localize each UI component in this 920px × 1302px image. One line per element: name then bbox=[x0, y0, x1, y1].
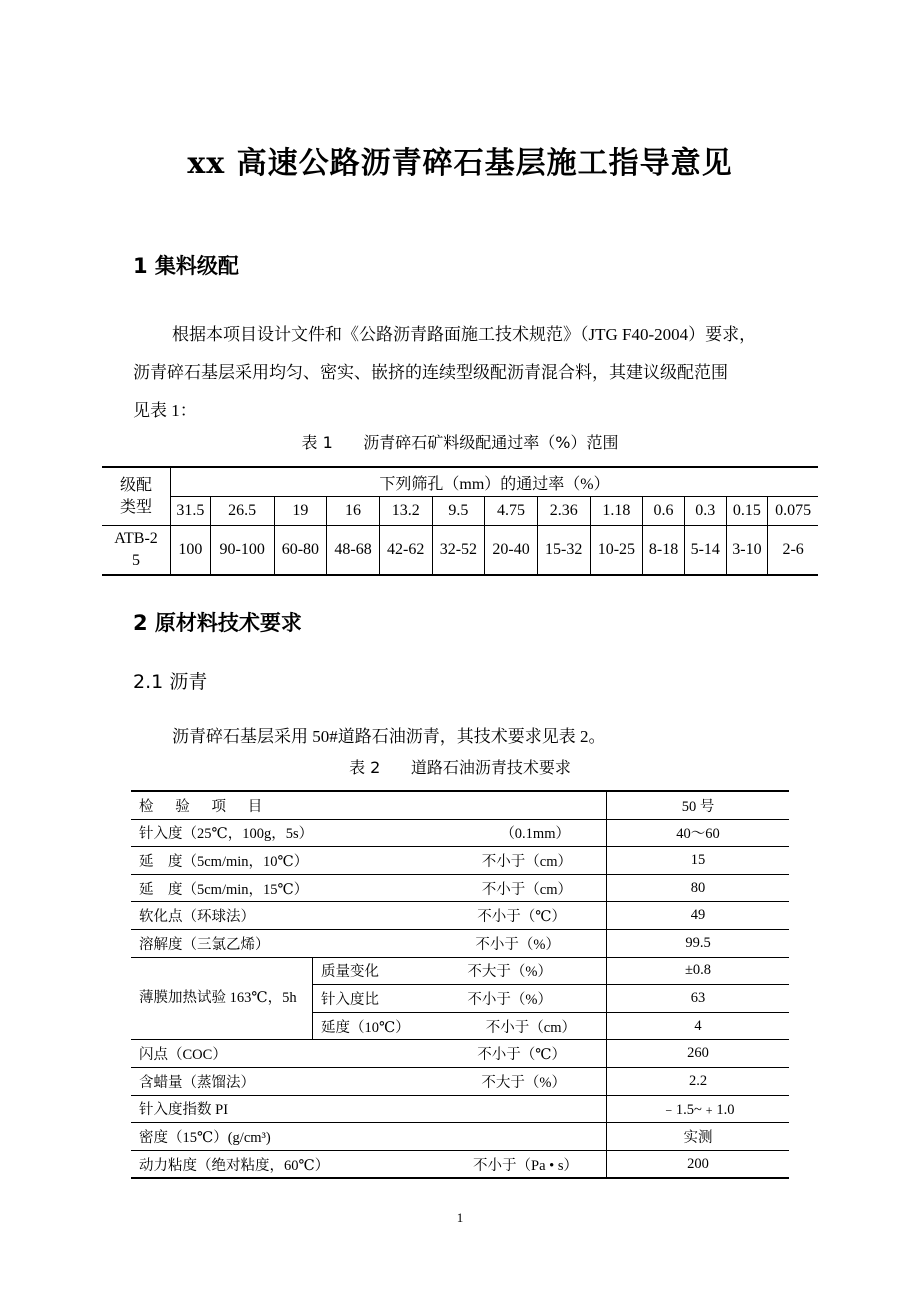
sieve-size: 26.5 bbox=[210, 497, 274, 526]
row-item: 延度（10℃） bbox=[321, 1019, 410, 1036]
passing-range: 90-100 bbox=[210, 526, 274, 576]
passing-range: 10-25 bbox=[590, 526, 643, 576]
section-2-paragraph: 沥青碎石基层采用 50#道路石油沥青，其技术要求见表 2。 bbox=[172, 727, 606, 746]
row-condition: 不大于（%） bbox=[481, 1074, 566, 1091]
table-row bbox=[131, 1123, 789, 1151]
type-header-line-2: 类型 bbox=[119, 498, 152, 516]
table-row bbox=[131, 902, 789, 930]
row-item: 动力粘度（绝对粘度，60℃） bbox=[139, 1157, 330, 1174]
sieve-size: 0.6 bbox=[643, 497, 685, 526]
passing-range: 20-40 bbox=[485, 526, 538, 576]
section-2-heading: 2 原材料技术要求 bbox=[133, 611, 302, 635]
row-item: 密度（15℃）(g/cm³) bbox=[139, 1129, 271, 1146]
row-value: 40～60 bbox=[607, 819, 790, 847]
table-row bbox=[131, 957, 789, 985]
sieve-size: 0.3 bbox=[684, 497, 726, 526]
row-value: ﹣1.5~﹢1.0 bbox=[607, 1095, 790, 1123]
row-item: 含蜡量（蒸馏法） bbox=[139, 1074, 255, 1091]
row-value: 4 bbox=[607, 1012, 790, 1040]
row-value: ±0.8 bbox=[607, 957, 790, 985]
row-condition: （0.1mm） bbox=[500, 826, 570, 843]
sieve-size: 0.075 bbox=[768, 497, 818, 526]
page-number: 1 bbox=[456, 1210, 464, 1225]
sieve-size: 1.18 bbox=[590, 497, 643, 526]
row-value: 63 bbox=[607, 985, 790, 1013]
sieve-size: 2.36 bbox=[537, 497, 590, 526]
row-value: 200 bbox=[607, 1150, 790, 1178]
passing-range: 8-18 bbox=[643, 526, 685, 576]
section-2-1-heading: 2.1 沥青 bbox=[133, 671, 208, 693]
section-1-paragraph-line-2: 沥青碎石基层采用均匀、密实、嵌挤的连续型级配沥青混合料，其建议级配范围 bbox=[133, 363, 728, 382]
sieve-size: 16 bbox=[327, 497, 380, 526]
passing-range: 5-14 bbox=[684, 526, 726, 576]
table-row bbox=[131, 929, 789, 957]
row-value: 260 bbox=[607, 1040, 790, 1068]
row-value: 实测 bbox=[607, 1123, 790, 1151]
table-2-caption: 表 2 道路石油沥青技术要求 bbox=[349, 758, 571, 777]
row-condition: 不小于（℃） bbox=[477, 909, 566, 926]
table-row bbox=[131, 1095, 789, 1123]
row-item: 延 度（5cm/min，15℃） bbox=[139, 881, 309, 898]
passing-range: 2-6 bbox=[768, 526, 818, 576]
row-item: 针入度比 bbox=[321, 991, 379, 1008]
table-2-header-item: 检 验 项 目 bbox=[131, 791, 607, 819]
passing-range: 15-32 bbox=[537, 526, 590, 576]
table-1-sieve-header: 下列筛孔（mm）的通过率（%） bbox=[171, 467, 819, 497]
row-item: 软化点（环球法） bbox=[139, 909, 255, 926]
passing-range: 32-52 bbox=[432, 526, 485, 576]
sieve-size: 19 bbox=[274, 497, 327, 526]
sieve-size: 31.5 bbox=[171, 497, 211, 526]
row-condition: 不小于（cm） bbox=[485, 1019, 576, 1036]
document-title: xx 高速公路沥青碎石基层施工指导意见 bbox=[187, 146, 733, 181]
table-row bbox=[131, 1150, 789, 1178]
table-row bbox=[131, 819, 789, 847]
row-condition: 不小于（%） bbox=[475, 936, 560, 953]
passing-range: 3-10 bbox=[726, 526, 768, 576]
row-condition: 不大于（%） bbox=[467, 964, 552, 981]
passing-range: 60-80 bbox=[274, 526, 327, 576]
table-row bbox=[131, 1067, 789, 1095]
type-header-line-1: 级配 bbox=[119, 476, 152, 494]
table-row bbox=[131, 874, 789, 902]
section-1-heading: 1 集料级配 bbox=[133, 254, 239, 278]
sieve-size: 9.5 bbox=[432, 497, 485, 526]
passing-range: 48-68 bbox=[327, 526, 380, 576]
row-item: 针入度（25℃，100g，5s） bbox=[139, 826, 314, 843]
sieve-size: 4.75 bbox=[485, 497, 538, 526]
row-type-line-1: ATB-2 bbox=[114, 530, 158, 547]
row-condition: 不小于（cm） bbox=[481, 881, 572, 898]
row-item: 针入度指数 PI bbox=[139, 1102, 229, 1119]
table-1-type-header bbox=[102, 467, 171, 526]
table-2-header-grade: 50 号 bbox=[607, 791, 790, 819]
table-1-caption: 表 1 沥青碎石矿料级配通过率（%）范围 bbox=[301, 433, 619, 452]
passing-range: 100 bbox=[171, 526, 211, 576]
row-item: 闪点（COC） bbox=[139, 1047, 227, 1064]
section-1-paragraph-line-3: 见表 1： bbox=[133, 401, 197, 420]
row-condition: 不小于（℃） bbox=[477, 1047, 566, 1064]
table-row bbox=[131, 1040, 789, 1068]
row-value: 80 bbox=[607, 874, 790, 902]
row-condition: 不小于（%） bbox=[467, 991, 552, 1008]
row-type-line-2: 5 bbox=[132, 552, 140, 569]
row-value: 49 bbox=[607, 902, 790, 930]
row-item: 延 度（5cm/min，10℃） bbox=[139, 853, 309, 870]
table-1-row-type bbox=[102, 526, 171, 576]
row-condition: 不小于（Pa • s） bbox=[473, 1157, 578, 1174]
sieve-size: 0.15 bbox=[726, 497, 768, 526]
row-item: 溶解度（三氯乙烯） bbox=[139, 936, 270, 953]
row-item: 质量变化 bbox=[321, 964, 379, 981]
table-row bbox=[131, 847, 789, 875]
section-1-paragraph-line-1: 根据本项目设计文件和《公路沥青路面施工技术规范》（JTG F40-2004）要求， bbox=[172, 325, 757, 344]
passing-range: 42-62 bbox=[379, 526, 432, 576]
table-1-gradation bbox=[102, 466, 818, 576]
row-condition: 不小于（cm） bbox=[481, 853, 572, 870]
row-value: 99.5 bbox=[607, 929, 790, 957]
row-value: 15 bbox=[607, 847, 790, 875]
table-2-asphalt-requirements bbox=[131, 790, 789, 1179]
row-value: 2.2 bbox=[607, 1067, 790, 1095]
film-heating-label: 薄膜加热试验 163℃，5h bbox=[131, 957, 313, 1040]
sieve-size: 13.2 bbox=[379, 497, 432, 526]
